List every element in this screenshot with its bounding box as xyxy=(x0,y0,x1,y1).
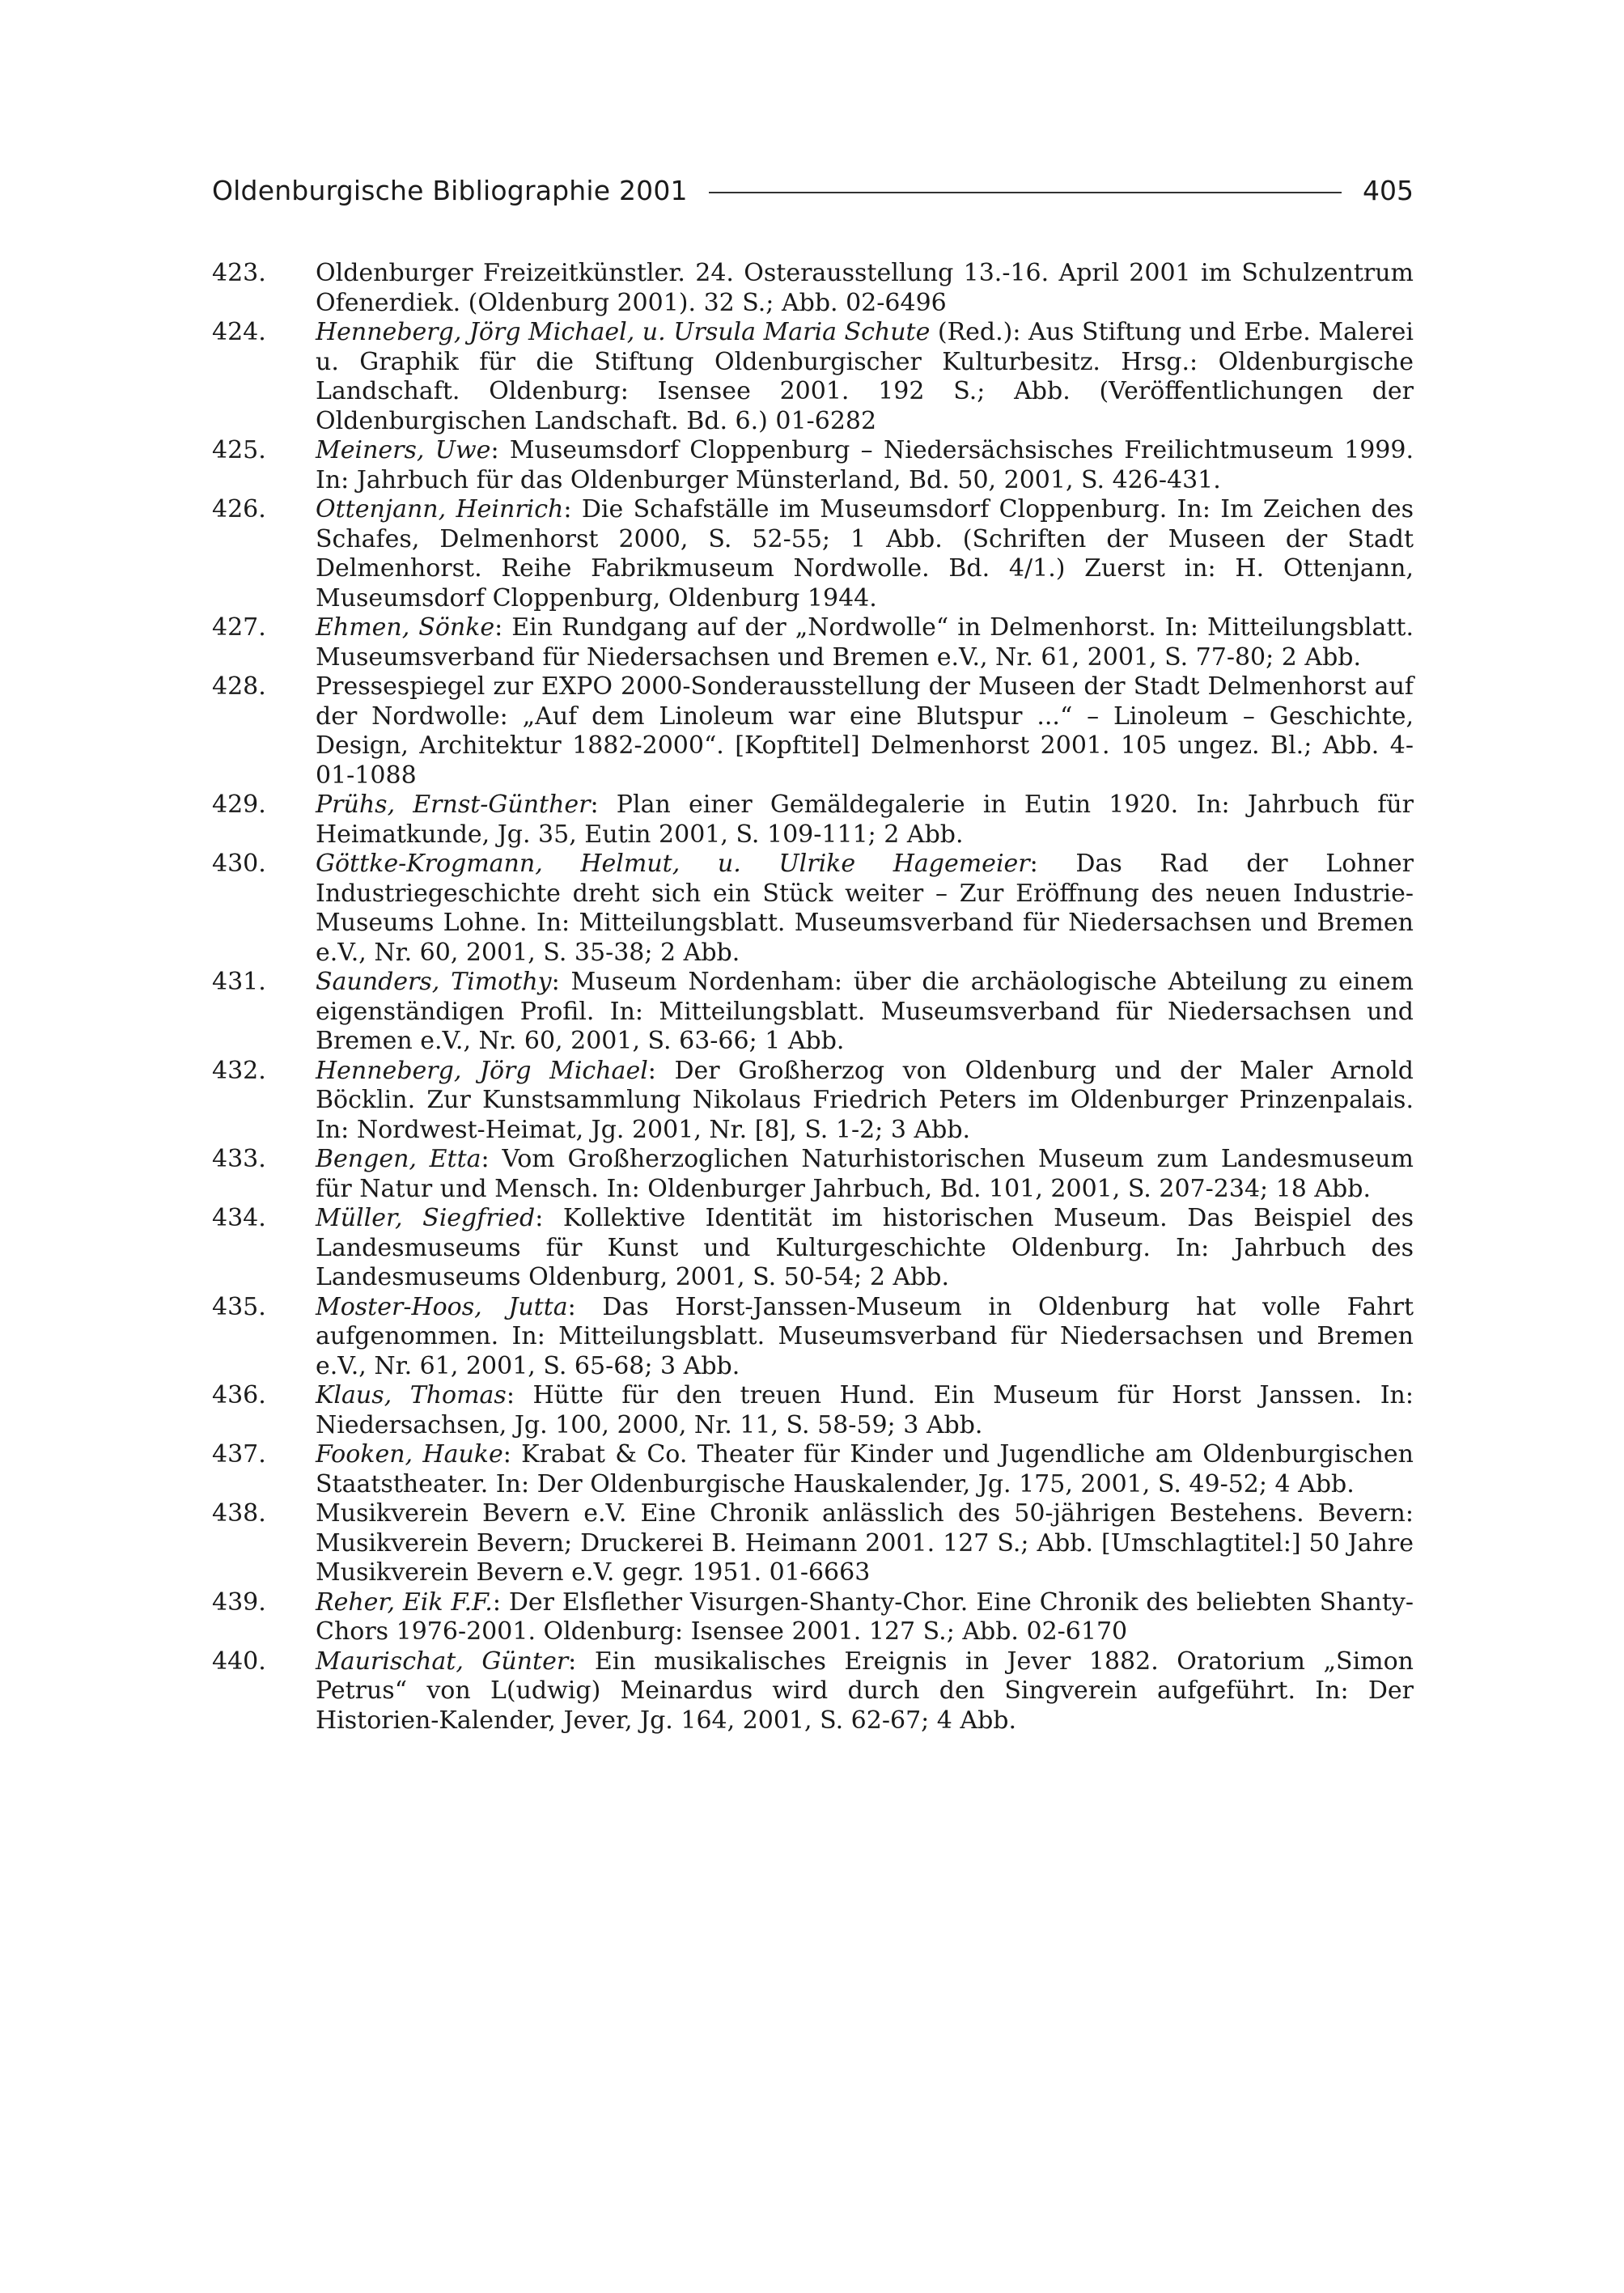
entry-author: Klaus, Thomas xyxy=(316,1381,507,1409)
bibliography-entry xyxy=(212,850,1414,968)
bibliography-entry xyxy=(212,1499,1414,1588)
entry-description: Musikverein Bevern e.V. Eine Chronik anlässlich des 50-jährigen Bestehens. Bevern: Musikverein Bevern; Druckerei B. Heimann 2001. 127 S.; Abb. [Umschlagtitel:] 50 Jahre Musikverein Bevern e.V. gegr. 1951. 01-6663 xyxy=(316,1499,1414,1587)
entry-number: 433. xyxy=(212,1145,266,1173)
entry-text xyxy=(316,1145,1414,1204)
entry-author: Henneberg, Jörg Michael, u. Ursula Maria Schute xyxy=(316,318,931,346)
bibliography-entry xyxy=(212,1293,1414,1382)
entry-description: : Ein musikalisches Ereignis in Jever 1882. Oratorium „Simon Petrus“ von L(udwig) Meinardus wird durch den Singverein aufgeführt. In: Der Historien-Kalender, Jever, Jg. 164, 2001, S. 62-67; 4 Abb. xyxy=(316,1647,1414,1735)
entry-number: 438. xyxy=(212,1499,266,1528)
entry-number: 435. xyxy=(212,1292,266,1321)
entry-text xyxy=(316,1588,1414,1647)
entry-description: : Das Rad der Lohner Industriegeschichte dreht sich ein Stück weiter – Zur Eröffnung des neuen Industrie-Museums Lohne. In: Mitteilungsblatt. Museumsverband für Niedersachsen und Bremen e.V., Nr. 60, 2001, S. 35-38; 2 Abb. xyxy=(316,850,1414,967)
entry-author: Meiners, Uwe xyxy=(316,436,491,464)
bibliography-entry xyxy=(212,790,1414,850)
entry-author: Müller, Siegfried xyxy=(316,1204,536,1232)
entry-author: Prühs, Ernst-Günther xyxy=(316,790,591,819)
page-number: 405 xyxy=(1363,174,1414,206)
bibliography-entry xyxy=(212,1381,1414,1440)
entry-description: : Der Großherzog von Oldenburg und der Maler Arnold Böcklin. Zur Kunstsammlung Nikolaus Friedrich Peters im Oldenburger Prinzenpalais. In: Nordwest-Heimat, Jg. 2001, Nr. [8], S. 1-2; 3 Abb. xyxy=(316,1056,1414,1144)
entry-number: 424. xyxy=(212,318,266,346)
entry-description: : Vom Großherzoglichen Naturhistorischen Museum zum Landesmuseum für Natur und Mensch. In: Oldenburger Jahrbuch, Bd. 101, 2001, S. 207-234; 18 Abb. xyxy=(316,1145,1414,1203)
entry-author: Bengen, Etta xyxy=(316,1145,481,1173)
bibliography-entry xyxy=(212,968,1414,1057)
bibliography-list xyxy=(212,259,1414,1736)
entry-text xyxy=(316,850,1414,968)
entry-description: : Die Schafställe im Museumsdorf Cloppenburg. In: Im Zeichen des Schafes, Delmenhorst 2000, S. 52-55; 1 Abb. (Schriften der Museen der Stadt Delmenhorst. Reihe Fabrikmuseum Nordwolle. Bd. 4/1.) Zuerst in: H. Ottenjann, Museumsdorf Cloppenburg, Oldenburg 1944. xyxy=(316,495,1414,612)
bibliography-entry xyxy=(212,1440,1414,1499)
entry-author: Fooken, Hauke xyxy=(316,1440,503,1469)
entry-description: : Plan einer Gemäldegalerie in Eutin 1920. In: Jahrbuch für Heimatkunde, Jg. 35, Eutin 2001, S. 109-111; 2 Abb. xyxy=(316,790,1414,849)
entry-author: Moster-Hoos, Jutta xyxy=(316,1292,568,1321)
entry-author: Ehmen, Sönke xyxy=(316,613,495,642)
entry-description: : Museum Nordenham: über die archäologische Abteilung zu einem eigenständigen Profil. In: Mitteilungsblatt. Museumsverband für Niedersachsen und Bremen e.V., Nr. 60, 2001, S. 63-66; 1 Abb. xyxy=(316,968,1414,1055)
bibliography-entry xyxy=(212,318,1414,436)
entry-number: 437. xyxy=(212,1440,266,1469)
bibliography-entry xyxy=(212,259,1414,318)
bibliography-entry xyxy=(212,1647,1414,1736)
entry-description: : Kollektive Identität im historischen Museum. Das Beispiel des Landesmuseums für Kunst und Kulturgeschichte Oldenburg. In: Jahrbuch des Landesmuseums Oldenburg, 2001, S. 50-54; 2 Abb. xyxy=(316,1204,1414,1291)
entry-number: 440. xyxy=(212,1647,266,1676)
bibliography-entry xyxy=(212,1588,1414,1647)
bibliography-entry xyxy=(212,436,1414,495)
bibliography-entry xyxy=(212,1057,1414,1146)
entry-text xyxy=(316,672,1414,790)
entry-author: Reher, Eik F.F. xyxy=(316,1587,493,1617)
entry-description: : Das Horst-Janssen-Museum in Oldenburg hat volle Fahrt aufgenommen. In: Mitteilungsblatt. Museumsverband für Niedersachsen und Bremen e.V., Nr. 61, 2001, S. 65-68; 3 Abb. xyxy=(316,1292,1414,1380)
entry-number: 428. xyxy=(212,672,266,701)
entry-author: Henneberg, Jörg Michael xyxy=(316,1056,648,1085)
bibliography-entry xyxy=(212,495,1414,613)
entry-description: (Red.): Aus Stiftung und Erbe. Malerei u. Graphik für die Stiftung Oldenburgischer Kulturbesitz. Hrsg.: Oldenburgische Landschaft. Oldenburg: Isensee 2001. 192 S.; Abb. (Veröffentlichungen der Oldenburgischen Landschaft. Bd. 6.) 01-6282 xyxy=(316,318,1414,435)
entry-text xyxy=(316,1499,1414,1588)
entry-description: : Hütte für den treuen Hund. Ein Museum für Horst Janssen. In: Niedersachsen, Jg. 100, 2000, Nr. 11, S. 58-59; 3 Abb. xyxy=(316,1381,1414,1439)
entry-text xyxy=(316,790,1414,850)
entry-text xyxy=(316,1381,1414,1440)
entry-text xyxy=(316,1647,1414,1736)
entry-text xyxy=(316,968,1414,1057)
entry-description: : Der Elsflether Visurgen-Shanty-Chor. Eine Chronik des beliebten Shanty-Chors 1976-2001. Oldenburg: Isensee 2001. 127 S.; Abb. 02-6170 xyxy=(316,1587,1414,1646)
entry-number: 426. xyxy=(212,495,266,523)
entry-text xyxy=(316,1293,1414,1382)
entry-description: Pressespiegel zur EXPO 2000-Sonderausstellung der Museen der Stadt Delmenhorst auf der Nordwolle: „Auf dem Linoleum war eine Blutspur ...“ – Linoleum – Geschichte, Design, Architektur 1882-2000“. [Kopftitel] Delmenhorst 2001. 105 ungez. Bl.; Abb. 4-01-1088 xyxy=(316,672,1414,790)
entry-author: Ottenjann, Heinrich xyxy=(316,495,564,523)
entry-author: Göttke-Krogmann, Helmut, u. Ulrike Hagemeier xyxy=(316,850,1030,878)
entry-number: 434. xyxy=(212,1204,266,1232)
entry-description: Oldenburger Freizeitkünstler. 24. Osterausstellung 13.-16. April 2001 im Schulzentrum Ofenerdiek. (Oldenburg 2001). 32 S.; Abb. 02-6496 xyxy=(316,259,1414,317)
entry-number: 439. xyxy=(212,1587,266,1617)
entry-text xyxy=(316,1204,1414,1293)
entry-text xyxy=(316,613,1414,672)
page-header xyxy=(212,170,1414,210)
entry-number: 436. xyxy=(212,1381,266,1409)
entry-text xyxy=(316,1057,1414,1146)
entry-text xyxy=(316,436,1414,495)
entry-description: : Museumsdorf Cloppenburg – Niedersächsisches Freilichtmuseum 1999. In: Jahrbuch für das Oldenburger Münsterland, Bd. 50, 2001, S. 426-431. xyxy=(316,436,1414,494)
entry-author: Maurischat, Günter xyxy=(316,1647,569,1676)
entry-number: 429. xyxy=(212,790,266,819)
entry-author: Saunders, Timothy xyxy=(316,968,552,996)
entry-number: 427. xyxy=(212,613,266,642)
entry-number: 430. xyxy=(212,850,266,878)
bibliography-entry xyxy=(212,613,1414,672)
entry-description: : Ein Rundgang auf der „Nordwolle“ in Delmenhorst. In: Mitteilungsblatt. Museumsverband für Niedersachsen und Bremen e.V., Nr. 61, 2001, S. 77-80; 2 Abb. xyxy=(316,613,1414,672)
header-rule xyxy=(709,192,1342,193)
entry-number: 431. xyxy=(212,968,266,996)
entry-number: 425. xyxy=(212,436,266,464)
running-title: Oldenburgische Bibliographie 2001 xyxy=(212,174,688,206)
bibliography-entry xyxy=(212,1145,1414,1204)
bibliography-entry xyxy=(212,1204,1414,1293)
entry-description: : Krabat & Co. Theater für Kinder und Jugendliche am Oldenburgischen Staatstheater. In: Der Oldenburgische Hauskalender, Jg. 175, 2001, S. 49-52; 4 Abb. xyxy=(316,1440,1414,1498)
entry-text xyxy=(316,1440,1414,1499)
entry-number: 423. xyxy=(212,259,266,287)
entry-text xyxy=(316,495,1414,613)
entry-text xyxy=(316,318,1414,436)
entry-text xyxy=(316,259,1414,318)
bibliography-entry xyxy=(212,672,1414,790)
entry-number: 432. xyxy=(212,1056,266,1085)
